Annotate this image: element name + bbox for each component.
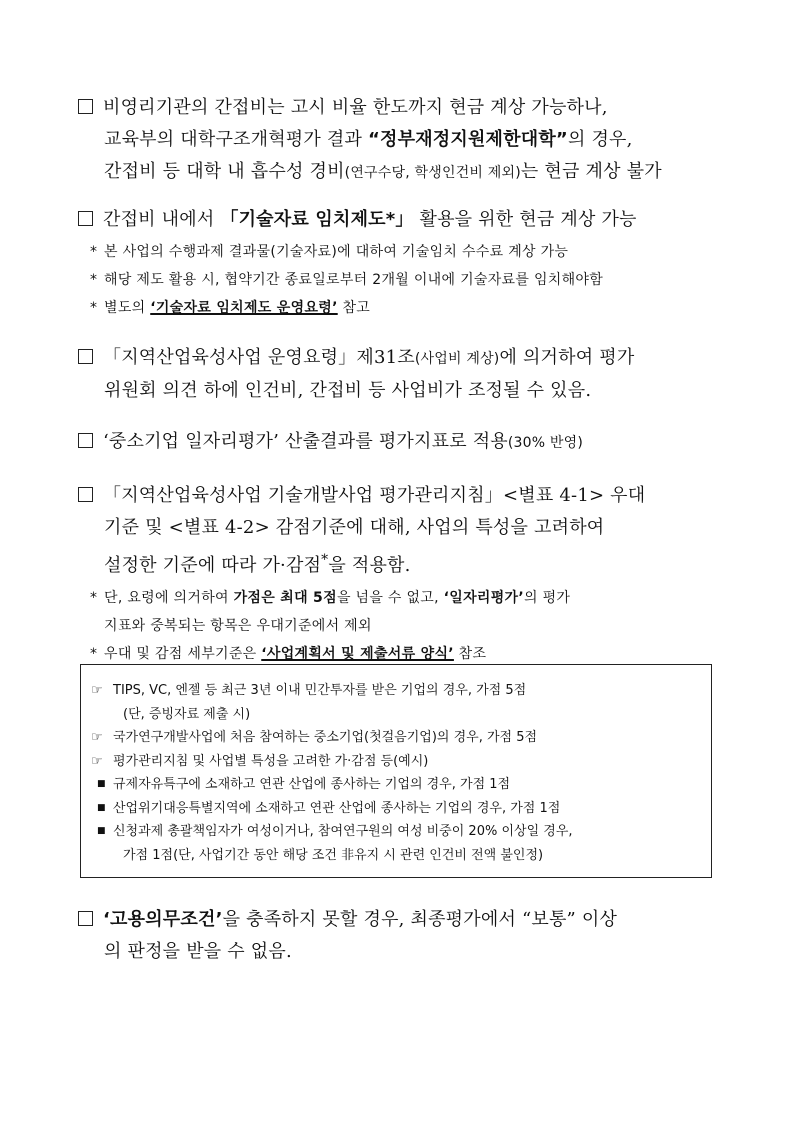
text: ‘중소기업 일자리평가’ 산출결과를 평가지표로 적용 [103,431,508,452]
text: 간접비 등 대학 내 흡수성 경비 [104,161,345,182]
checkbox-square-icon [78,487,93,502]
checkbox-square-icon [78,433,93,448]
text: 을 넘을 수 없고, [336,590,444,606]
bold-term: 가점은 최대 5점 [233,590,337,606]
note-parenthetical: (30% 반영) [507,435,584,451]
section-tech-escrow [78,204,733,322]
paragraph-line [78,342,733,375]
text: TIPS, VC, 엔젤 등 최근 3년 이내 민간투자를 받은 기업의 경우, 가점 5점 [113,683,527,698]
text: 을 충족하지 못할 경우, 최종평가에서 “보통” 이상 [222,909,618,930]
box-bullet [91,773,711,797]
text: 의 판정을 받을 수 없음. [104,941,292,962]
square-bullet-icon: ■ [97,802,106,813]
asterisk-mark: * [90,590,98,606]
text: 에 의거하여 평가 [499,347,635,368]
section-indirect-cost [78,92,733,189]
footnote-mark: * [321,552,329,568]
text: 는 현금 계상 불가 [520,161,662,182]
paragraph-line [78,544,733,582]
asterisk-mark: * [90,272,98,288]
pointing-hand-icon: ☞ [91,683,103,698]
footnote-item [78,266,733,294]
text: 산업위기대응특별지역에 소재하고 연관 산업에 종사하는 기업의 경우, 가점 1점 [113,800,561,816]
asterisk-mark: * [90,300,98,316]
asterisk-mark: * [90,646,98,662]
pointing-hand-icon: ☞ [91,753,103,769]
text: 해당 제도 활용 시, 협약기간 종료일로부터 2개월 이내에 기술자료를 임치해야함 [104,272,604,288]
square-bullet-icon: ■ [97,779,106,789]
box-item [91,679,711,703]
paragraph-line [78,375,733,407]
checkbox-square-icon [78,211,93,226]
box-item [91,726,711,750]
text: 교육부의 대학구조개혁평가 결과 [104,129,368,150]
paragraph-line [78,156,733,189]
checkbox-square-icon [78,911,93,926]
text: 단, 요령에 의거하여 [104,590,234,606]
text: 「지역산업육성사업 운영요령」제31조 [103,347,415,368]
text: 참고 [337,300,371,316]
section-bonus-penalty [78,480,733,668]
paragraph-line [78,936,733,968]
underlined-reference: ‘사업계획서 및 제출서류 양식’ [261,646,454,662]
footnote-continuation [78,612,733,640]
section-operation-guideline [78,342,733,407]
text: 간접비 내에서 [103,209,221,230]
note-parenthetical: (연구수당, 학생인건비 제외) [344,165,521,181]
text: 의 평가 [524,590,571,606]
paragraph-line [78,204,733,236]
box-bullet [91,820,711,844]
box-bullet [91,797,711,821]
box-item-continuation [91,703,711,727]
text: 평가관리지침 및 사업별 특성을 고려한 가·감점 등(예시) [113,753,429,769]
text: 규제자유특구에 소재하고 연관 산업에 종사하는 기업의 경우, 가점 1점 [113,777,511,792]
paragraph-line [78,92,733,124]
section-job-evaluation [78,426,733,459]
text: 을 적용함. [328,555,411,576]
text: 참조 [453,646,487,662]
box-item-continuation [91,844,711,868]
text: 신청과제 총괄책임자가 여성이거나, 참여연구원의 여성 비중이 20% 이상일 경우, [113,824,573,839]
text: 활용을 위한 현금 계상 가능 [413,209,637,230]
bold-term: “정부재정지원제한대학” [368,129,568,150]
paragraph-line [78,904,733,936]
text: (단, 증빙자료 제출 시) [123,706,251,722]
paragraph-line [78,480,733,512]
footnote-item [78,238,733,266]
paragraph-line [78,512,733,544]
text: 본 사업의 수행과제 결과물(기술자료)에 대하여 기술임치 수수료 계상 가능 [104,244,569,260]
square-bullet-icon: ■ [97,826,106,836]
paragraph-line [78,426,733,459]
text: 설정한 기준에 따라 가·감점 [104,555,322,576]
text: 국가연구개발사업에 처음 참여하는 중소기업(첫걸음기업)의 경우, 가점 5점 [113,730,538,745]
text: 비영리기관의 간접비는 고시 비율 한도까지 현금 계상 가능하나, [103,97,608,118]
bold-term: ‘고용의무조건’ [103,909,223,930]
text: 기준 및 <별표 4-2> 감점기준에 대해, 사업의 특성을 고려하여 [104,517,605,538]
footnote-item [78,294,733,322]
text: 우대 및 감점 세부기준은 [104,646,262,662]
box-item [91,750,711,774]
bold-term: ‘일자리평가’ [443,590,524,606]
section-employment-obligation [78,904,733,968]
text: 지표와 중복되는 항목은 우대기준에서 제외 [104,618,372,634]
bold-term: 「기술자료 임치제도*」 [220,209,414,230]
text: 의 경우, [567,129,633,150]
text: 별도의 [104,300,151,316]
note-parenthetical: (사업비 계상) [414,351,500,367]
footnote-item [78,584,733,612]
checkbox-square-icon [78,99,93,114]
text: 위원회 의견 하에 인건비, 간접비 등 사업비가 조정될 수 있음. [104,380,592,401]
text: 가점 1점(단, 사업기간 동안 해당 조건 非유지 시 관련 인건비 전액 불인정) [123,847,544,863]
example-criteria-box [80,664,712,878]
checkbox-square-icon [78,349,93,364]
text: 「지역산업육성사업 기술개발사업 평가관리지침」<별표 4-1> 우대 [103,485,646,506]
asterisk-mark: * [90,244,98,260]
paragraph-line [78,124,733,156]
underlined-reference: ‘기술자료 임치제도 운영요령’ [150,300,338,316]
pointing-hand-icon: ☞ [91,730,103,745]
